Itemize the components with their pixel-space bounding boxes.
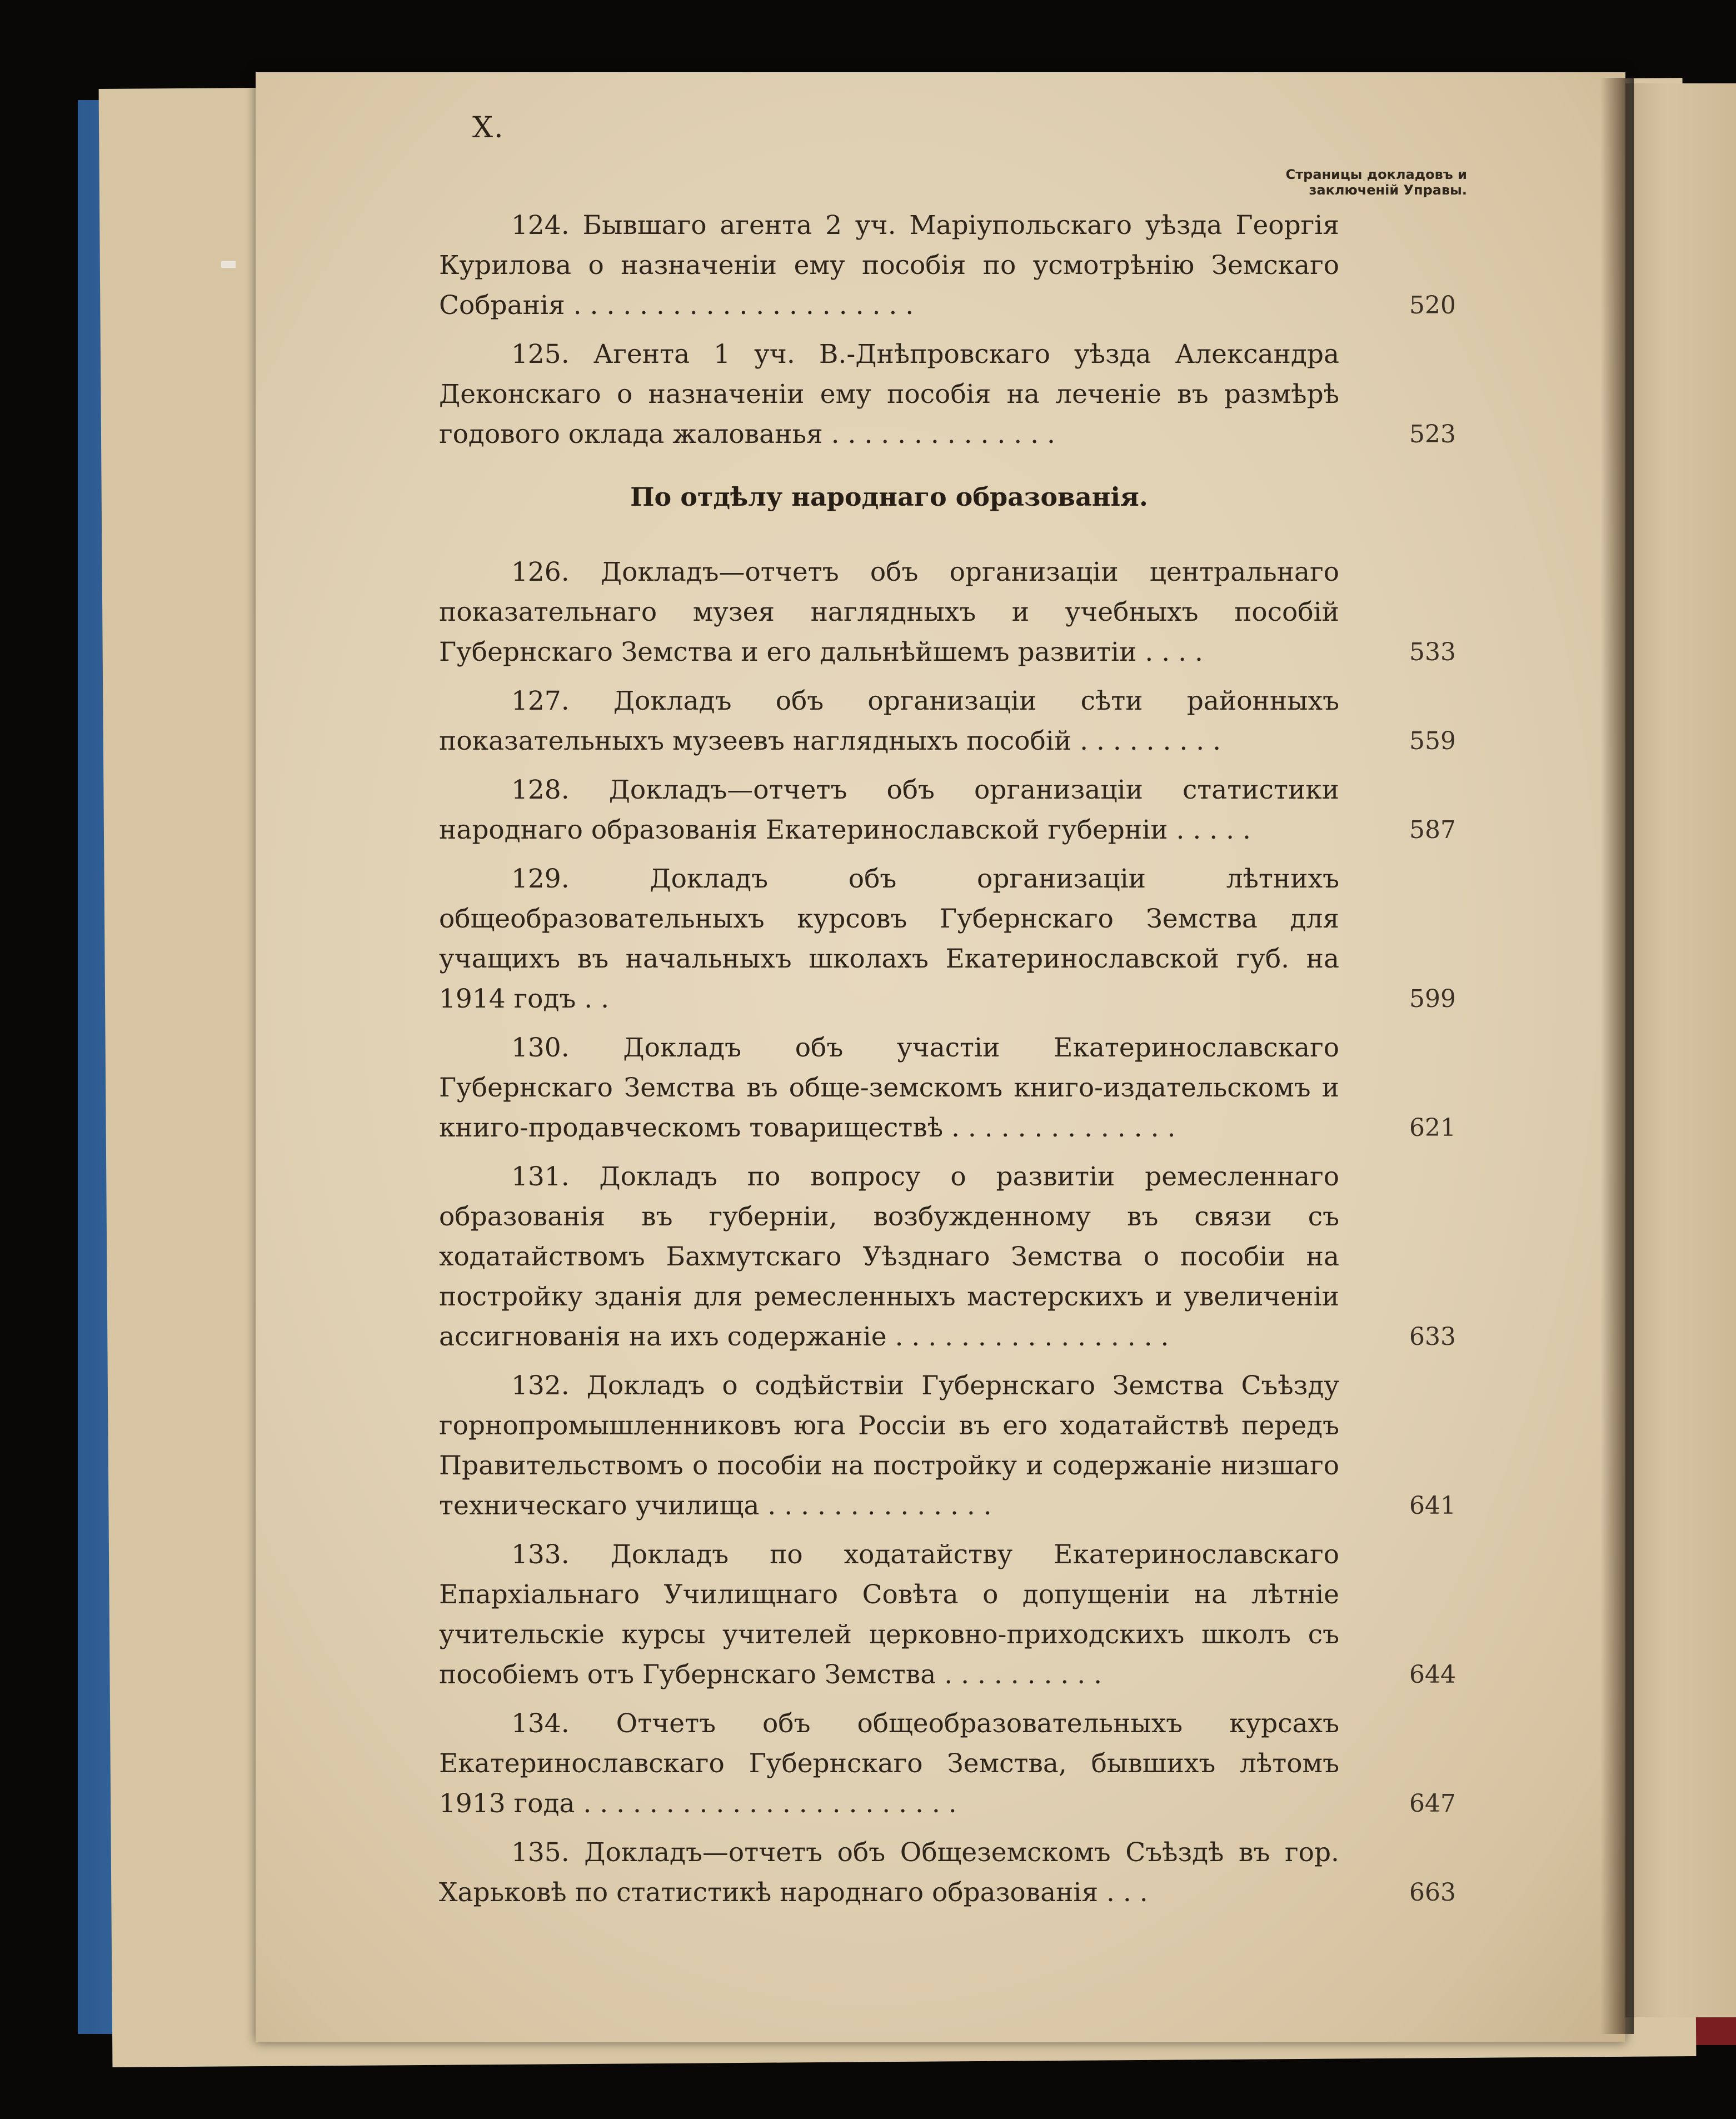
page-number: X. <box>472 111 505 144</box>
toc-entry-text: 132. Докладъ о содѣйствіи Губернскаго Земства Съѣзду горнопромышленниковъ юга Россіи въ его ходатайствѣ передъ Правительствомъ о пособіи на постройку и содержаніе низшаго техническаго училища . . . . . . . . . . . . . . <box>439 1370 1339 1521</box>
toc-entry-page: 520 <box>1409 291 1456 320</box>
toc-entry-125 <box>439 335 1456 455</box>
toc-entry-129 <box>439 859 1456 1019</box>
toc-entry-text: 125. Агента 1 уч. В.-Днѣпровскаго уѣзда Александра Деконскаго о назначеніи ему пособія на леченіе въ размѣрѣ годового оклада жалованья . . . . . . . . . . . . . . <box>439 339 1339 450</box>
toc-entry-130 <box>439 1028 1456 1148</box>
toc-entry-page: 599 <box>1409 985 1456 1013</box>
toc-entry-133 <box>439 1535 1456 1695</box>
section-title: По отдѣлу народнаго образованія. <box>630 482 1148 512</box>
toc-entry-text: 127. Докладъ объ организаціи сѣти районныхъ показательныхъ музеевъ наглядныхъ пособій . . . . . . . . . <box>439 686 1339 756</box>
toc-entry-text: 128. Докладъ—отчетъ объ организаціи статистики народнаго образованія Екатеринославской губерніи . . . . . <box>439 775 1339 845</box>
toc-entry-131 <box>439 1157 1456 1357</box>
toc-entry-text: 124. Бывшаго агента 2 уч. Маріупольскаго уѣзда Георгія Курилова о назначеніи ему пособія по усмотрѣнію Земскаго Собранія . . . . . . . . . . . . . . . . . . . . . <box>439 210 1339 321</box>
toc-entry-124 <box>439 206 1456 326</box>
toc-entry-page: 647 <box>1409 1789 1456 1818</box>
toc-entry-page: 587 <box>1409 816 1456 844</box>
toc-entry-text: 133. Докладъ по ходатайству Екатеринославскаго Епархіальнаго Училищнаго Совѣта о допущеніи на лѣтніе учительскіе курсы учителей церковно-приходскихъ школъ съ пособіемъ отъ Губернскаго Земства . . . . . . . . . . <box>439 1539 1339 1690</box>
toc-entry-135 <box>439 1833 1456 1913</box>
page-column-heading-line1: Страницы докладовъ и <box>1285 167 1467 182</box>
facing-page-edge <box>1623 83 1736 2017</box>
toc-entry-page: 644 <box>1409 1661 1456 1689</box>
toc-entry-page: 533 <box>1409 638 1456 666</box>
margin-mark <box>221 261 236 268</box>
toc-entry-128 <box>439 770 1456 850</box>
spine-shadow <box>1600 78 1634 2034</box>
toc-entry-page: 633 <box>1409 1323 1456 1351</box>
toc-entry-127 <box>439 681 1456 761</box>
toc-entry-text: 131. Докладъ по вопросу о развитіи ремесленнаго образованія въ губерніи, возбужденному въ связи съ ходатайствомъ Бахмутскаго Уѣзднаго Земства о пособіи на постройку зданія для ремесленныхъ мастерскихъ и увеличеніи ассигнованія на ихъ содержаніе . . . . . . . . . . . . . . . . . <box>439 1161 1339 1352</box>
toc-entry-page: 523 <box>1409 420 1456 448</box>
toc-entry-126 <box>439 552 1456 672</box>
toc-entry-132 <box>439 1366 1456 1526</box>
toc-entry-text: 126. Докладъ—отчетъ объ организаціи центральнаго показательнаго музея наглядныхъ и учебныхъ пособій Губернскаго Земства и его дальнѣйшемъ развитіи . . . . <box>439 557 1339 667</box>
toc-entry-page: 621 <box>1409 1114 1456 1142</box>
toc-entry-text: 130. Докладъ объ участіи Екатеринославскаго Губернскаго Земства въ обще-земскомъ книго-издательскомъ и книго-продавческомъ товариществѣ . . . . . . . . . . . . . . <box>439 1033 1339 1143</box>
toc-entry-page: 559 <box>1409 727 1456 755</box>
toc-entry-text: 135. Докладъ—отчетъ объ Общеземскомъ Съѣздѣ въ гор. Харьковѣ по статистикѣ народнаго образованія . . . <box>439 1837 1339 1908</box>
toc-entry-text: 134. Отчетъ объ общеобразовательныхъ курсахъ Екатеринославскаго Губернскаго Земства, бывшихъ лѣтомъ 1913 года . . . . . . . . . . . . . . . . . . . . . . . <box>439 1708 1339 1819</box>
page-column-heading <box>1200 167 1467 198</box>
toc-entry-page: 663 <box>1409 1878 1456 1907</box>
toc-entry-134 <box>439 1704 1456 1824</box>
table-of-contents <box>439 206 1456 1922</box>
page-column-heading-line2: заключеній Управы. <box>1309 182 1467 198</box>
toc-entry-page: 641 <box>1409 1492 1456 1520</box>
toc-entry-text: 129. Докладъ объ организаціи лѣтнихъ общеобразовательныхъ курсовъ Губернскаго Земства для учащихъ въ начальныхъ школахъ Екатеринославской губ. на 1914 годъ . . <box>439 864 1339 1014</box>
